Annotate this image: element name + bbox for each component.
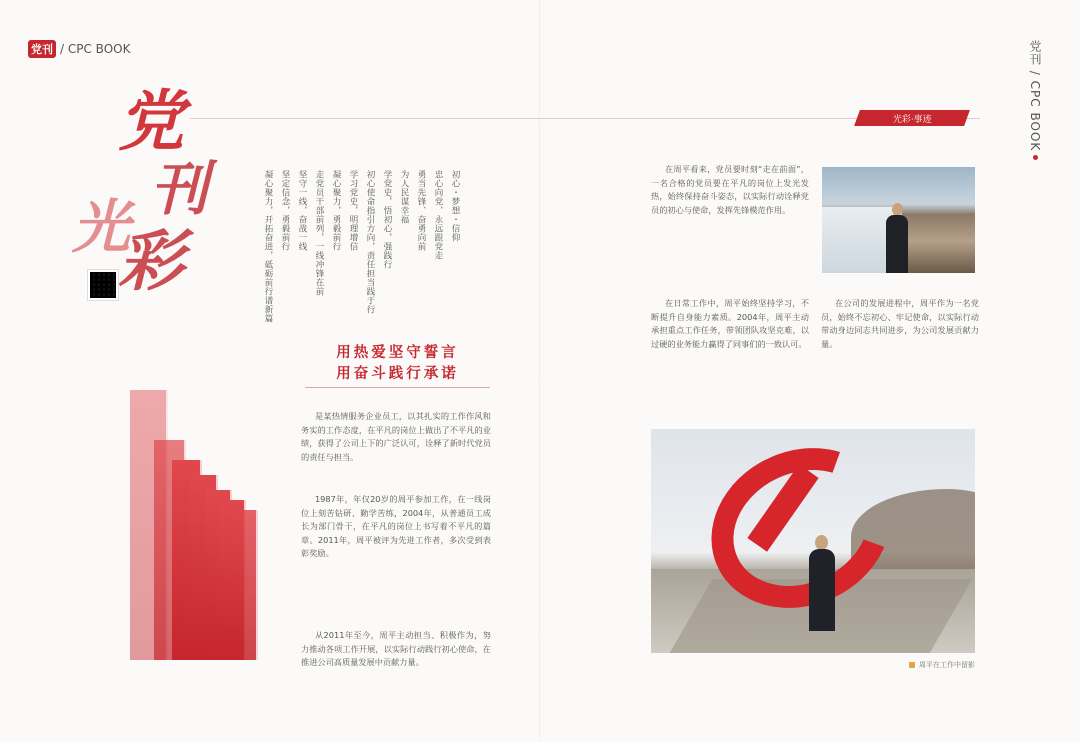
logo: 党刊	[28, 40, 56, 58]
vertical-quote: 初心使命指引方向，责任担当践于行	[365, 170, 375, 314]
vertical-quote: 勇当先锋、奋勇向前	[416, 170, 426, 251]
section-tag-label: 光彩·事迹	[892, 114, 932, 125]
photo-waterfall-portrait	[822, 167, 975, 273]
body-paragraph: 在周平看来，党员要时刻“走在前面”，一名合格的党员要在平凡的岗位上发光发热，始终保持奋斗姿态，以实际行动诠释党员的初心与使命，发挥先锋模范作用。	[651, 164, 809, 215]
photo-person	[886, 215, 908, 273]
header-right	[1027, 40, 1044, 160]
publication-title: / CPC BOOK	[60, 42, 131, 56]
body-paragraph: 在日常工作中，周平始终坚持学习，不断提升自身能力素质。2004年，周平主动承担重点工作任务，带领团队攻坚克难，以过硬的业务能力赢得了同事们的一致认可。	[651, 298, 809, 349]
caption-dot-icon	[909, 662, 915, 668]
body-paragraph: 1987年，年仅20岁的周平参加工作，在一线岗位上刻苦钻研、勤学苦练，2004年，从普通员工成长为部门骨干，在平凡的岗位上书写着不平凡的篇章。2011年，周平被评为先进工作者，多次受到表彰奖励。	[301, 494, 491, 558]
vertical-quote: 学习党史，明理增信	[348, 170, 358, 251]
vertical-quote: 坚定信念，勇毅前行	[280, 170, 290, 251]
body-paragraph: 从2011年至今，周平主动担当、积极作为，努力推动各项工作开展，以实际行动践行初心使命，在推进公司高质量发展中贡献力量。	[301, 630, 491, 667]
vertical-quote: 走党员干部前列，一线冲锋在前	[314, 170, 324, 296]
big-char-cai: 彩	[118, 222, 184, 300]
body-paragraph: 在公司的发展进程中，周平作为一名党员，始终不忘初心、牢记使命，以实际行动带动身边同志共同进步，为公司发展贡献力量。	[821, 298, 979, 349]
vertical-quote: 忠心向党，永远跟党走	[433, 170, 443, 260]
big-char-dang: 党	[118, 82, 184, 160]
section-tag	[854, 110, 970, 126]
qr-code-icon	[88, 270, 118, 300]
photo-caption	[909, 660, 975, 670]
title-line-1: 用热爱坚守誓言	[336, 344, 459, 361]
title-line-2: 用奋斗践行承诺	[336, 365, 459, 382]
big-char-kan: 刊	[150, 155, 209, 223]
vertical-quote: 凝心聚力，勇毅前行	[331, 170, 341, 251]
decorative-book	[110, 330, 310, 660]
photo-person-head	[815, 535, 828, 550]
vertical-publication-title: 党刊 / CPC BOOK	[1028, 40, 1042, 152]
vertical-quotes	[262, 170, 460, 323]
big-char-guang: 光	[72, 193, 131, 261]
article-title	[305, 337, 490, 388]
vertical-quote: 凝心聚力，开拓奋进，砥砺前行谱新篇	[263, 170, 273, 323]
vertical-quote: 初心・梦想・信仰	[450, 170, 460, 242]
header-left	[28, 40, 130, 58]
corner-mark-icon	[1033, 155, 1038, 160]
body-paragraph: 是某热情服务企业员工，以其扎实的工作作风和务实的工作态度，在平凡的岗位上做出了不平凡的业绩，获得了公司上下的广泛认可，诠释了新时代党员的责任与担当。	[301, 411, 491, 462]
vertical-quote: 为人民谋幸福	[399, 170, 409, 224]
photo-sculpture-portrait	[651, 429, 975, 653]
vertical-quote: 坚守一线，奋战一线	[297, 170, 307, 251]
book-page	[234, 510, 258, 660]
photo-person	[809, 549, 835, 631]
vertical-quote: 学党史，悟初心，强践行	[382, 170, 392, 269]
spine	[539, 0, 541, 742]
caption-text: 周平在工作中留影	[919, 661, 975, 669]
